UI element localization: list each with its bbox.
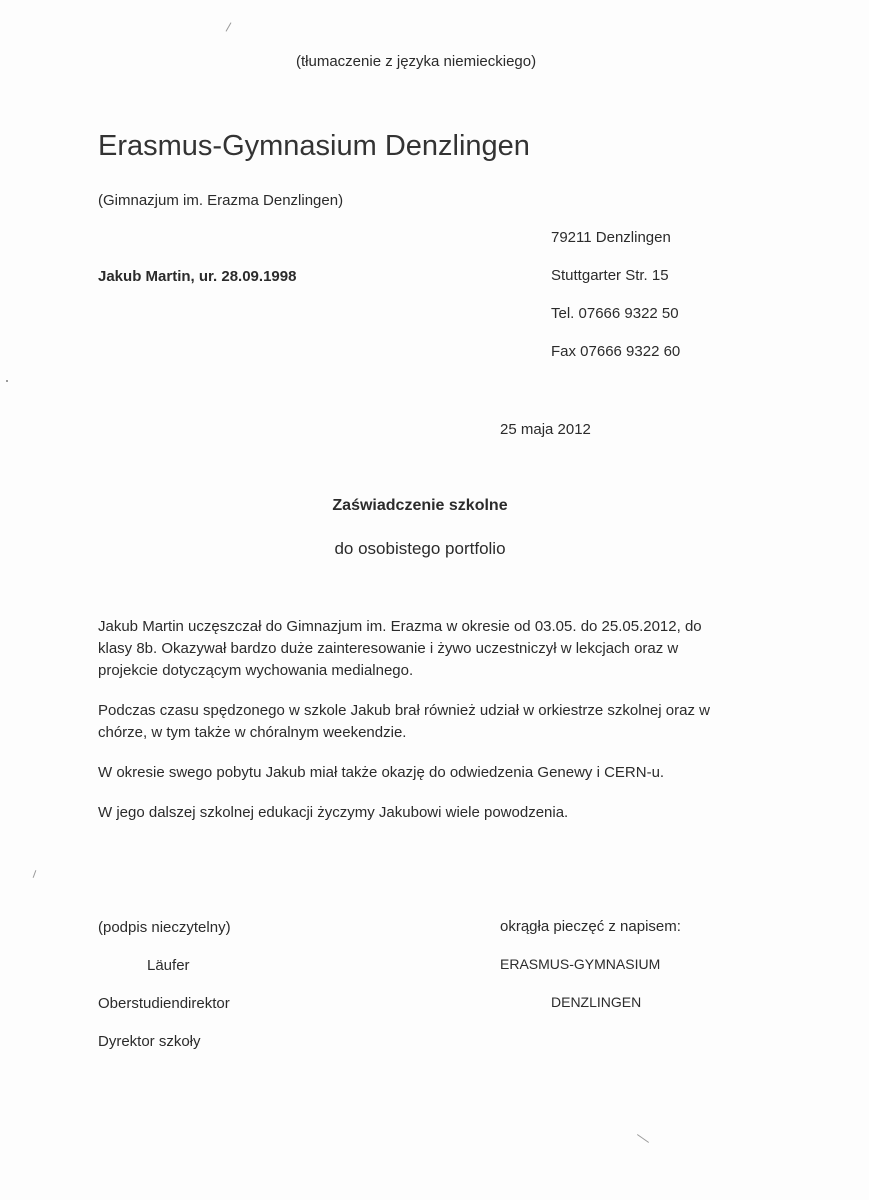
paragraph: W jego dalszej szkolnej edukacji życzymy Jakubowi wiele powodzenia. — [98, 804, 569, 821]
scan-speck — [6, 380, 8, 382]
scan-speck — [33, 870, 37, 878]
paragraph: Jakub Martin uczęszczał do Gimnazjum im. Erazma w okresie od 03.05. do 25.05.2012, do klasy 8b. Okazywał bardzo duże zainteresowanie i żywo uczestniczył w lekcjach oraz w projekcie dotyczącym wychowania medialnego. — [98, 618, 702, 679]
signature-name: Läufer — [147, 957, 190, 974]
address-street: Stuttgarter Str. 15 — [551, 267, 669, 284]
paragraph: W okresie swego pobytu Jakub miał także okazję do odwiedzenia Genewy i CERN-u. — [98, 764, 665, 781]
address-tel: Tel. 07666 9322 50 — [551, 305, 679, 322]
school-name: Erasmus-Gymnasium Denzlingen — [98, 130, 530, 162]
address-city: 79211 Denzlingen — [551, 229, 671, 246]
signature-title-de: Oberstudiendirektor — [98, 995, 230, 1012]
stamp-note: okrągła pieczęć z napisem: — [500, 918, 681, 935]
translation-note: (tłumaczenie z języka niemieckiego) — [296, 53, 537, 70]
document-subtitle: do osobistego portfolio — [334, 539, 506, 558]
signature-note: (podpis nieczytelny) — [98, 919, 231, 936]
address-fax: Fax 07666 9322 60 — [551, 343, 681, 360]
stamp-line-2: DENZLINGEN — [551, 994, 642, 1010]
body-text — [98, 616, 738, 842]
school-name-translation: (Gimnazjum im. Erazma Denzlingen) — [98, 192, 344, 209]
paragraph: Podczas czasu spędzonego w szkole Jakub brał również udział w orkiestrze szkolnej oraz w chórze, w tym także w chóralnym weekendzie. — [98, 702, 710, 741]
stamp-line-1: ERASMUS-GYMNASIUM — [500, 956, 661, 972]
document-date: 25 maja 2012 — [500, 421, 591, 438]
scan-speck — [226, 22, 232, 31]
signature-title-pl: Dyrektor szkoły — [98, 1033, 201, 1050]
scan-speck — [637, 1134, 649, 1143]
student-line: Jakub Martin, ur. 28.09.1998 — [98, 268, 297, 285]
document-title: Zaświadczenie szkolne — [332, 497, 508, 514]
